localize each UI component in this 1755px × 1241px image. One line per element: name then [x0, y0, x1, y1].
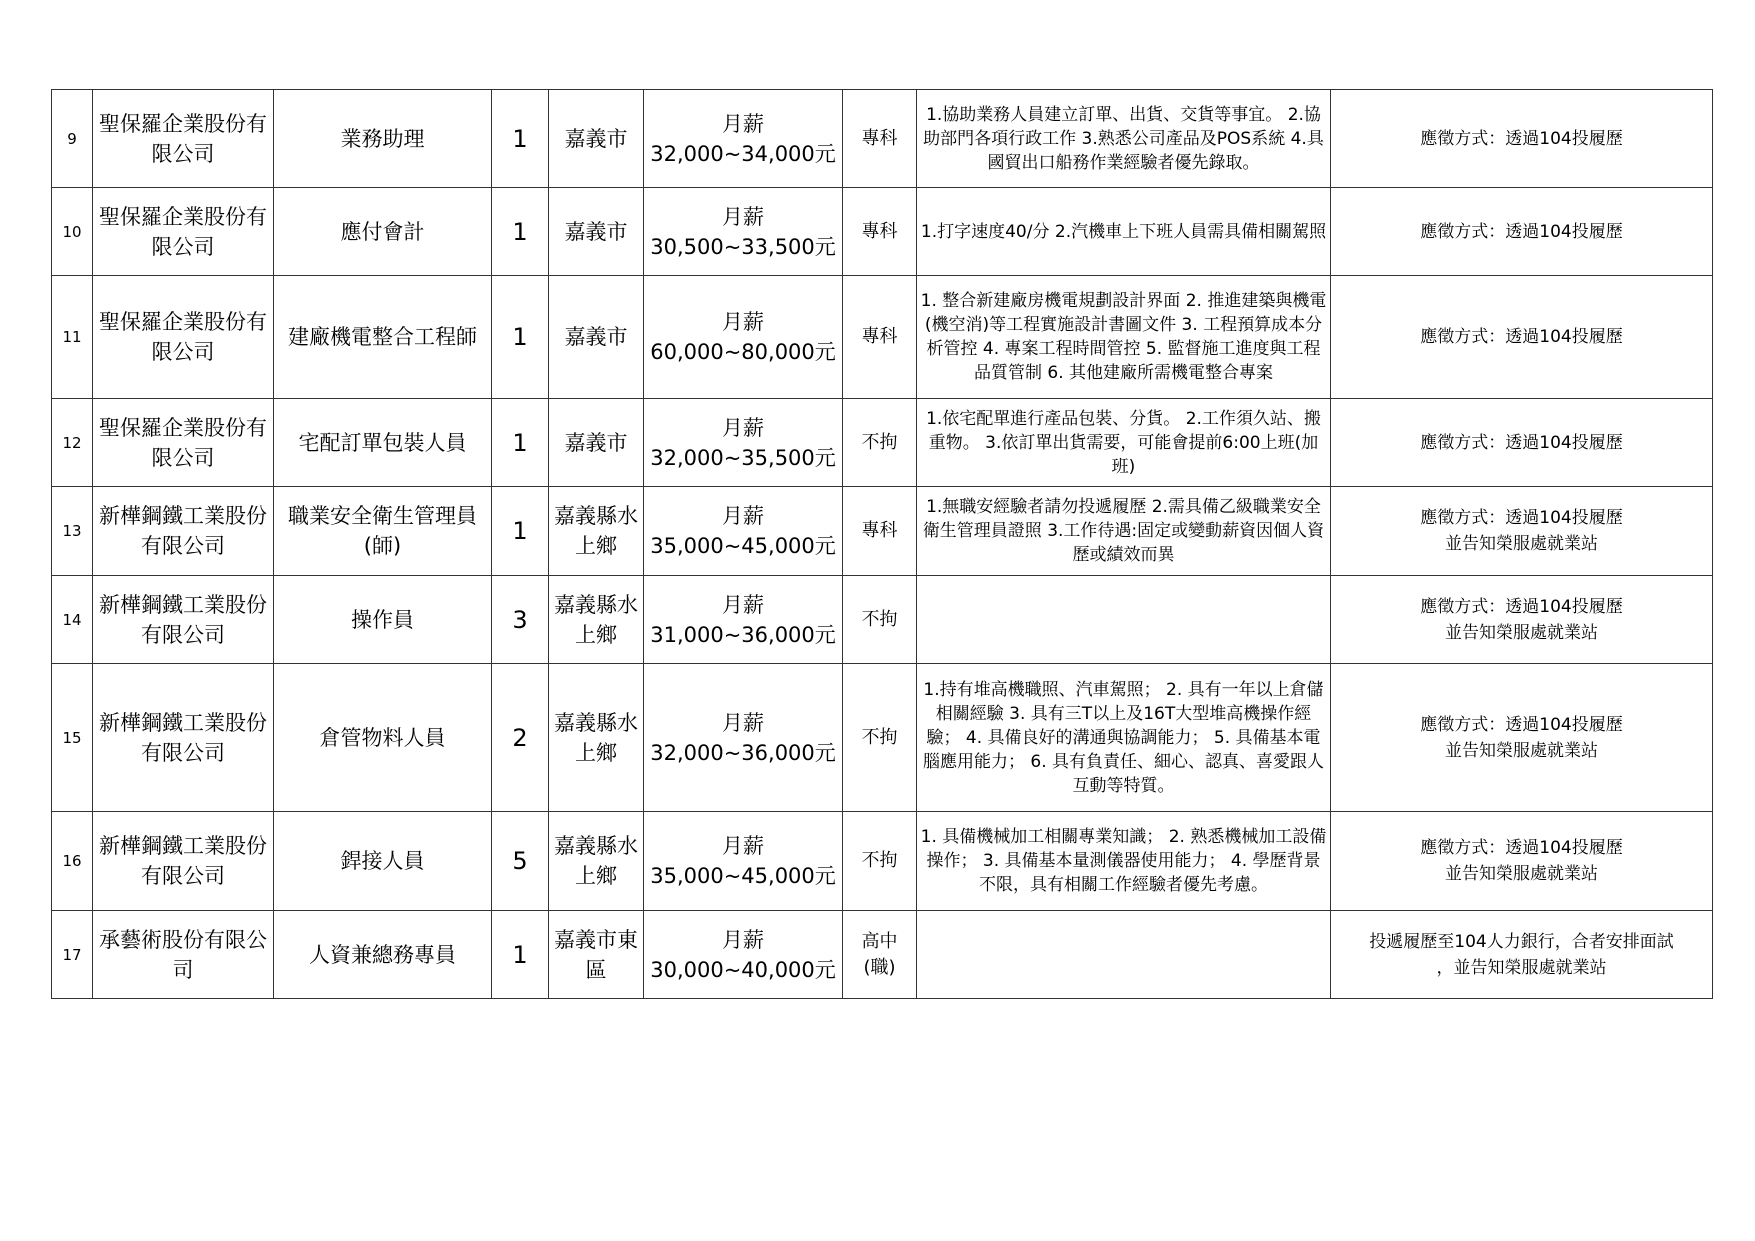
- row-number: 17: [52, 911, 93, 999]
- apply-line: 應徵方式：透過104投履歷: [1420, 327, 1623, 347]
- salary-range: 32,000~34,000元: [650, 141, 836, 166]
- salary: [644, 911, 843, 999]
- headcount: 1: [492, 911, 549, 999]
- education: 專科: [843, 90, 917, 188]
- application-method: [1331, 664, 1713, 812]
- job-title: 宅配訂單包裝人員: [274, 399, 492, 487]
- headcount: 5: [492, 812, 549, 911]
- headcount: 3: [492, 576, 549, 664]
- apply-line: 應徵方式：透過104投履歷: [1420, 128, 1623, 149]
- table-row: [52, 399, 1713, 487]
- job-title: 業務助理: [274, 90, 492, 188]
- salary: [644, 399, 843, 487]
- table-row: [52, 812, 1713, 911]
- education: 專科: [843, 276, 917, 399]
- job-title: 人資兼總務專員: [274, 911, 492, 999]
- apply-line: 應徵方式：透過104投履歷: [1420, 838, 1623, 858]
- headcount: 1: [492, 399, 549, 487]
- company-name: 聖保羅企業股份有限公司: [93, 90, 274, 188]
- salary-range: 32,000~36,000元: [650, 740, 836, 765]
- salary-type: 月薪: [722, 927, 764, 952]
- table-row: [52, 188, 1713, 276]
- application-method: [1331, 487, 1713, 576]
- job-requirements: 1. 具備機械加工相關專業知識； 2. 熟悉機械加工設備操作； 3. 具備基本量測儀器使用能力； 4. 學歷背景不限，具有相關工作經驗者優先考慮。: [917, 812, 1331, 911]
- salary: [644, 812, 843, 911]
- apply-line: 應徵方式：透過104投履歷: [1420, 714, 1623, 735]
- job-table: [51, 89, 1713, 999]
- salary: [644, 188, 843, 276]
- job-requirements: [917, 576, 1331, 664]
- salary-type: 月薪: [722, 204, 764, 229]
- company-name: 承藝術股份有限公司: [93, 911, 274, 999]
- salary-type: 月薪: [722, 310, 764, 334]
- headcount: 2: [492, 664, 549, 812]
- work-location: 嘉義市: [549, 90, 644, 188]
- application-method: [1331, 911, 1713, 999]
- row-number: 14: [52, 576, 93, 664]
- job-title: 操作員: [274, 576, 492, 664]
- job-requirements: [917, 911, 1331, 999]
- job-requirements: 1.依宅配單進行產品包裝、分貨。 2.工作須久站、搬重物。 3.依訂單出貨需要，可能會提前6:00上班(加班): [917, 399, 1331, 487]
- apply-line: 應徵方式：透過104投履歷: [1420, 508, 1623, 528]
- table-row: [52, 664, 1713, 812]
- apply-line: ，並告知榮服處就業站: [1436, 957, 1607, 978]
- row-number: 10: [52, 188, 93, 276]
- work-location: 嘉義縣水上鄉: [549, 664, 644, 812]
- apply-line: 應徵方式：透過104投履歷: [1420, 596, 1623, 617]
- salary-type: 月薪: [722, 111, 764, 136]
- salary-range: 30,000~40,000元: [650, 957, 836, 982]
- salary-range: 35,000~45,000元: [650, 534, 836, 558]
- headcount: 1: [492, 487, 549, 576]
- row-number: 15: [52, 664, 93, 812]
- headcount: 1: [492, 188, 549, 276]
- salary-type: 月薪: [722, 504, 764, 528]
- apply-line: 並告知榮服處就業站: [1445, 622, 1598, 643]
- job-title: 倉管物料人員: [274, 664, 492, 812]
- salary-type: 月薪: [722, 710, 764, 735]
- application-method: [1331, 276, 1713, 399]
- company-name: 新樺鋼鐵工業股份有限公司: [93, 812, 274, 911]
- row-number: 11: [52, 276, 93, 399]
- headcount: 1: [492, 90, 549, 188]
- job-requirements: 1.協助業務人員建立訂單、出貨、交貨等事宜。 2.協助部門各項行政工作 3.熟悉公司產品及POS系統 4.具國貿出口船務作業經驗者優先錄取。: [917, 90, 1331, 188]
- salary: [644, 576, 843, 664]
- work-location: 嘉義縣水上鄉: [549, 487, 644, 576]
- salary-range: 60,000~80,000元: [650, 340, 836, 364]
- education: 不拘: [843, 664, 917, 812]
- company-name: 新樺鋼鐵工業股份有限公司: [93, 576, 274, 664]
- work-location: 嘉義市東區: [549, 911, 644, 999]
- apply-line: 並告知榮服處就業站: [1445, 740, 1598, 761]
- headcount: 1: [492, 276, 549, 399]
- salary: [644, 90, 843, 188]
- job-title: 銲接人員: [274, 812, 492, 911]
- job-requirements: 1. 整合新建廠房機電規劃設計界面 2. 推進建築與機電(機空消)等工程實施設計書圖文件 3. 工程預算成本分析管控 4. 專案工程時間管控 5. 監督施工進度與工程品質管制 6. 其他建廠所需機電整合專案: [917, 276, 1331, 399]
- company-name: 新樺鋼鐵工業股份有限公司: [93, 487, 274, 576]
- job-requirements: 1.持有堆高機職照、汽車駕照； 2. 具有一年以上倉儲相關經驗 3. 具有三T以上及16T大型堆高機操作經驗； 4. 具備良好的溝通與協調能力； 5. 具備基本電腦應用能力； 6. 具有負責任、細心、認真、喜愛跟人互動等特質。: [917, 664, 1331, 812]
- company-name: 新樺鋼鐵工業股份有限公司: [93, 664, 274, 812]
- table-row: [52, 487, 1713, 576]
- salary-type: 月薪: [722, 834, 764, 858]
- application-method: [1331, 812, 1713, 911]
- table-row: [52, 276, 1713, 399]
- row-number: 9: [52, 90, 93, 188]
- apply-line: 並告知榮服處就業站: [1445, 864, 1598, 884]
- apply-line: 應徵方式：透過104投履歷: [1420, 432, 1623, 453]
- salary-range: 35,000~45,000元: [650, 864, 836, 888]
- table-row: [52, 576, 1713, 664]
- salary-range: 32,000~35,500元: [650, 445, 836, 470]
- application-method: [1331, 399, 1713, 487]
- job-rows: [52, 90, 1713, 999]
- education: 高中(職): [843, 911, 917, 999]
- education: 不拘: [843, 812, 917, 911]
- job-requirements: 1.打字速度40/分 2.汽機車上下班人員需具備相關駕照: [917, 188, 1331, 276]
- salary-type: 月薪: [722, 415, 764, 440]
- apply-line: 投遞履歷至104人力銀行，合者安排面試: [1369, 931, 1674, 952]
- education: 不拘: [843, 576, 917, 664]
- apply-line: 應徵方式：透過104投履歷: [1420, 221, 1623, 242]
- salary-type: 月薪: [722, 592, 764, 617]
- company-name: 聖保羅企業股份有限公司: [93, 276, 274, 399]
- work-location: 嘉義市: [549, 188, 644, 276]
- work-location: 嘉義市: [549, 276, 644, 399]
- application-method: [1331, 188, 1713, 276]
- salary: [644, 276, 843, 399]
- table-row: [52, 90, 1713, 188]
- row-number: 16: [52, 812, 93, 911]
- job-requirements: 1.無職安經驗者請勿投遞履歷 2.需具備乙級職業安全衛生管理員證照 3.工作待遇:固定或變動薪資因個人資歷或績效而異: [917, 487, 1331, 576]
- education: 不拘: [843, 399, 917, 487]
- salary-range: 30,500~33,500元: [650, 234, 836, 259]
- application-method: [1331, 90, 1713, 188]
- education: 專科: [843, 188, 917, 276]
- salary: [644, 664, 843, 812]
- table-row: [52, 911, 1713, 999]
- row-number: 13: [52, 487, 93, 576]
- apply-line: 並告知榮服處就業站: [1445, 534, 1598, 554]
- company-name: 聖保羅企業股份有限公司: [93, 399, 274, 487]
- work-location: 嘉義市: [549, 399, 644, 487]
- work-location: 嘉義縣水上鄉: [549, 576, 644, 664]
- company-name: 聖保羅企業股份有限公司: [93, 188, 274, 276]
- application-method: [1331, 576, 1713, 664]
- job-listing-sheet: [51, 89, 1712, 999]
- education: 專科: [843, 487, 917, 576]
- job-title: 建廠機電整合工程師: [274, 276, 492, 399]
- job-title: 職業安全衛生管理員(師): [274, 487, 492, 576]
- job-title: 應付會計: [274, 188, 492, 276]
- work-location: 嘉義縣水上鄉: [549, 812, 644, 911]
- row-number: 12: [52, 399, 93, 487]
- salary-range: 31,000~36,000元: [650, 622, 836, 647]
- salary: [644, 487, 843, 576]
